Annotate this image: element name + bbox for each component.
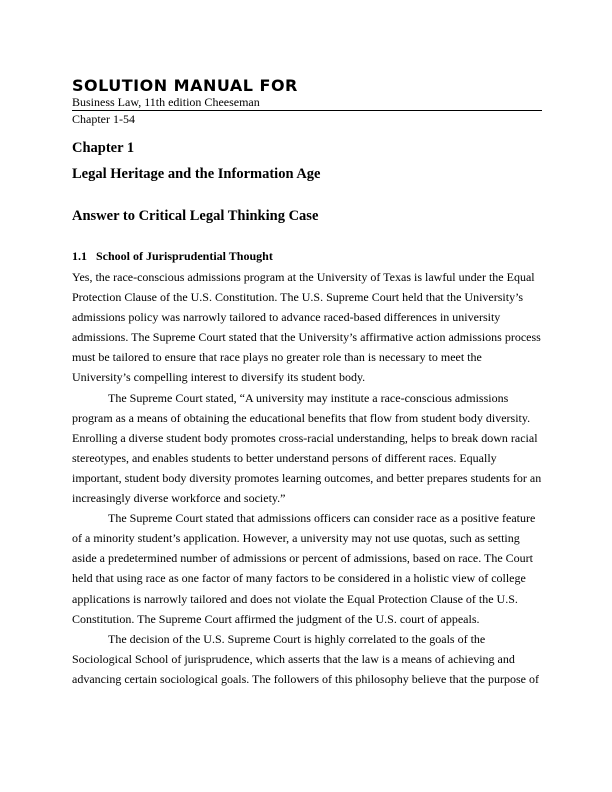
document-body <box>72 140 542 689</box>
page-header <box>72 76 542 126</box>
body-paragraph: The Supreme Court stated, “A university may institute a race-conscious admissions program as a means of obtaining the educational benefits that flow from student body diversity. Enrolling a diverse student body promotes cross-racial understanding, helps to break down racial stereotypes, and enables students to better understand persons of different races. Equally important, student body diversity promotes learning outcomes, and better prepares students for an increasingly diverse workforce and society.” <box>72 390 542 506</box>
header-chapter-reference: Chapter 1-54 <box>72 112 135 126</box>
body-paragraph: The Supreme Court stated that admissions officers can consider race as a positive feature of a minority student’s application. However, a university may not use quotas, such as setting aside a predetermined number of admissions or percent of admissions, based on race. The Court held that using race as one factor of many factors to be considered in a holistic view of college applications is narrowly tailored and does not violate the Equal Protection Clause of the U.S. Constitution. The Supreme Court affirmed the judgment of the U.S. court of appeals. <box>72 511 536 626</box>
section-heading: Answer to Critical Legal Thinking Case <box>72 208 319 224</box>
header-title: SOLUTION MANUAL FOR <box>72 76 298 95</box>
case-number: 1.1 <box>72 249 87 263</box>
header-divider <box>72 110 542 111</box>
body-paragraph: Yes, the race-conscious admissions program at the University of Texas is lawful under the Equal Protection Clause of the U.S. Constitution. The U.S. Supreme Court held that the University’s admissions policy was narrowly tailored to advance raced-based differences in university admissions. The Supreme Court stated that the University’s affirmative action admissions process must be tailored to ensure that race plays no greater role than is necessary to meet the University’s compelling interest to diversify its student body. <box>72 270 541 385</box>
chapter-title: Chapter 1 <box>72 140 135 156</box>
chapter-subtitle: Legal Heritage and the Information Age <box>72 166 321 182</box>
case-title: School of Jurisprudential Thought <box>96 249 273 263</box>
body-paragraph: The decision of the U.S. Supreme Court is highly correlated to the goals of the Sociological School of jurisprudence, which asserts that the law is a means of achieving and advancing certain sociological goals. The followers of this philosophy believe that the purpose of <box>72 631 539 686</box>
case-heading <box>72 249 542 263</box>
header-subtitle: Business Law, 11th edition Cheeseman <box>72 95 260 109</box>
